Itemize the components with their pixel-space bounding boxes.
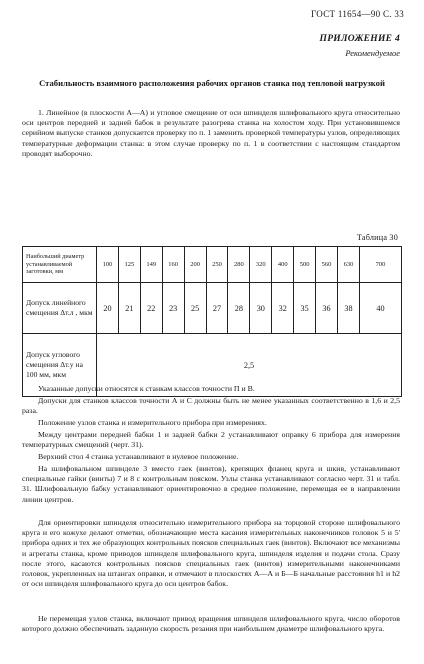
appendix-subtitle: Рекомендуемое bbox=[345, 48, 400, 58]
paragraph-8: Для ориентировки шпинделя относительно измерительного прибора на торцовой стороне шлифовального круга и его кожухе делают отметки, обозначающие места касания измерительных наконечников головок 5 и 5' прибора одних и тех же образующих контрольных поясков специальных гаек (винтов). Включают все механизмы и агрегаты станка, кроме приводов шпинделя шлифовального круга, шпинделя изделия и подачи стола. Сразу после этого, касаются контрольных поясков специальных гаек (винтов) измерительными наконечниками головок, укрепленных на штангах оправки, и отмечают в плоскостях А—А и Б—Б начальные расстояния h1 и h2 от оси шпинделя шлифовального круга до оси центров бабок. bbox=[22, 518, 400, 589]
tolerance-table bbox=[22, 246, 402, 397]
row-label-linear: Допуск линейного смещения Δт.л , мкм bbox=[23, 283, 97, 334]
diameter-cell: 200 bbox=[184, 247, 206, 283]
paragraph-5: Между центрами передней бабки 1 и задней бабки 2 устанавливают оправку 6 прибора для измерения температурных смещений (черт. 31). bbox=[22, 430, 400, 450]
table-row bbox=[23, 247, 402, 283]
diameter-cell: 500 bbox=[294, 247, 316, 283]
table-header-cell: Наибольший диаметр устанавливаемой заготовки, мм bbox=[23, 247, 97, 283]
angular-value-cell: 2,5 bbox=[97, 334, 402, 397]
linear-value-cell: 32 bbox=[272, 283, 294, 334]
paragraph-2: Указанные допуски относятся к станкам классов точности П и В. bbox=[38, 384, 255, 393]
diameter-cell: 400 bbox=[272, 247, 294, 283]
linear-value-cell: 28 bbox=[228, 283, 250, 334]
diameter-cell: 700 bbox=[360, 247, 402, 283]
diameter-cell: 560 bbox=[316, 247, 338, 283]
paragraph-4: Положение узлов станка и измерительного прибора при измерениях. bbox=[38, 418, 267, 427]
paragraph-3: Допуски для станков классов точности А и С должны быть не менее указанных соответственно в 1,6 и 2,5 раза. bbox=[22, 396, 400, 416]
linear-value-cell: 35 bbox=[294, 283, 316, 334]
linear-value-cell: 20 bbox=[97, 283, 119, 334]
linear-value-cell: 23 bbox=[162, 283, 184, 334]
linear-value-cell: 30 bbox=[250, 283, 272, 334]
diameter-cell: 100 bbox=[97, 247, 119, 283]
linear-value-cell: 21 bbox=[118, 283, 140, 334]
appendix-label: ПРИЛОЖЕНИЕ 4 bbox=[319, 34, 400, 44]
linear-value-cell: 27 bbox=[206, 283, 228, 334]
linear-value-cell: 38 bbox=[337, 283, 359, 334]
paragraph-1: 1. Линейное (в плоскости А—А) и угловое смещение от оси шпинделя шлифовального круга относительно оси центров передней и задней бабок в результате разогрева станка на холостом ходу. При установившемся серийном выпуске станков допускается проверку по п. 1 заменить проверкой температуры узлов, определяющих температурные деформации станка: в этом случае проверку по п. 1 в соответствии с настоящим стандартом проводят выборочно. bbox=[22, 108, 400, 158]
paragraph-7: На шлифовальном шпинделе 3 вместо гаек (винтов), крепящих фланец круга и шкив, устанавливают специальные гайки (винты) 7 и 8 с контрольным пояском. Узлы станка устанавливают согласно черт. 31 и табл. 31. Шлифовальную бабку устанавливают ориентировочно в среднее положение, перемещая ее в направлении линии центров. bbox=[22, 464, 400, 504]
diameter-cell: 250 bbox=[206, 247, 228, 283]
table-caption: Таблица 30 bbox=[356, 233, 398, 242]
diameter-cell: 160 bbox=[162, 247, 184, 283]
diameter-cell: 149 bbox=[140, 247, 162, 283]
table-row bbox=[23, 283, 402, 334]
section-title: Стабильность взаимного расположения рабочих органов станка под тепловой нагрузкой bbox=[39, 78, 385, 88]
paragraph-9: Не перемещая узлов станка, включают привод вращения шпинделя шлифовального круга, число оборотов которого должно обеспечивать заданную скорость резания при наибольшем диаметре шлифовального круга. bbox=[22, 614, 400, 634]
linear-value-cell: 25 bbox=[184, 283, 206, 334]
diameter-cell: 280 bbox=[228, 247, 250, 283]
diameter-cell: 320 bbox=[250, 247, 272, 283]
diameter-cell: 630 bbox=[337, 247, 359, 283]
linear-value-cell: 36 bbox=[316, 283, 338, 334]
page-header: ГОСТ 11654—90 С. 33 bbox=[311, 9, 404, 19]
linear-value-cell: 40 bbox=[360, 283, 402, 334]
paragraph-6: Верхний стол 4 станка устанавливают в нулевое положение. bbox=[38, 452, 239, 461]
row-label-angular: Допуск углового смещения Δт.у на 100 мм, мкм bbox=[23, 334, 97, 397]
diameter-cell: 125 bbox=[118, 247, 140, 283]
linear-value-cell: 22 bbox=[140, 283, 162, 334]
